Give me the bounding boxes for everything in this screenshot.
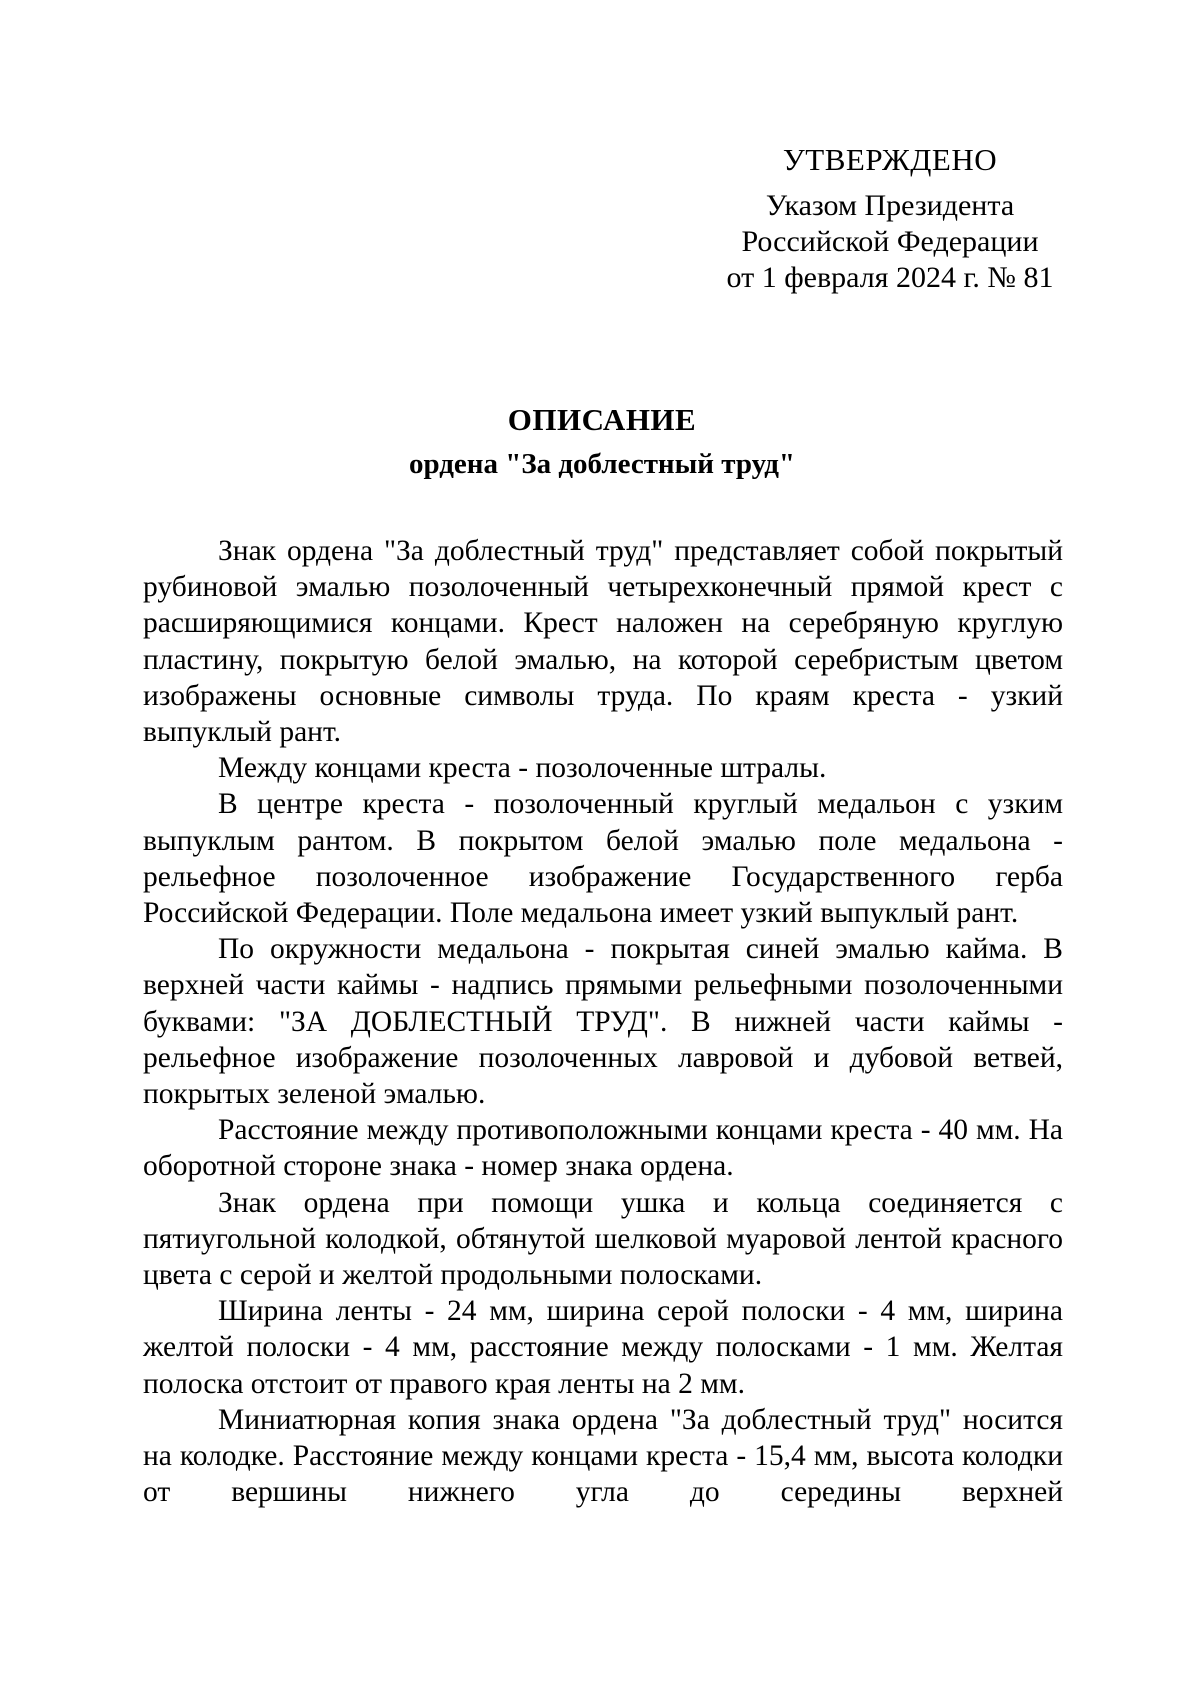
body-paragraph: Знак ордена при помощи ушка и кольца соединяется с пятиугольной колодкой, обтянутой шелковой муаровой лентой красного цвета с серой и желтой продольными полосками.	[143, 1186, 1063, 1292]
document-heading	[140, 400, 1064, 484]
body-paragraph: В центре креста - позолоченный круглый медальон с узким выпуклым рантом. В покрытом белой эмалью поле медальона - рельефное позолоченное изображение Государственного герба Российской Федерации. Поле медальона имеет узкий выпуклый рант.	[143, 788, 1063, 930]
approval-line: Указом Президента	[765, 189, 1015, 222]
document-subtitle: ордена "За доблестный труд"	[408, 448, 796, 480]
body-paragraph: Миниатюрная копия знака ордена "За доблестный труд" носится на колодке. Расстояние между концами креста - 15,4 мм, высота колодки от вершины нижнего угла до середины верхней	[143, 1403, 1063, 1509]
body-paragraph: По окружности медальона - покрытая синей эмалью кайма. В верхней части каймы - надпись прямыми рельефными позолоченными буквами: "ЗА ДОБЛЕСТНЫЙ ТРУД". В нижней части каймы - рельефное изображение позолоченных лавровой и дубовой ветвей, покрытых зеленой эмалью.	[143, 933, 1063, 1111]
approval-stamp: УТВЕРЖДЕНО	[782, 142, 998, 177]
body-paragraph: Знак ордена "За доблестный труд" представляет собой покрытый рубиновой эмалью позолоченный четырехконечный прямой крест с расширяющимися концами. Крест наложен на серебряную круглую пластину, покрытую белой эмалью, на которой серебристым цветом изображены основные символы труда. По краям креста - узкий выпуклый рант.	[143, 535, 1063, 749]
body-paragraph: Расстояние между противоположными концами креста - 40 мм. На оборотной стороне знака - номер знака ордена.	[143, 1114, 1063, 1183]
body-paragraph: Между концами креста - позолоченные штралы.	[218, 752, 827, 785]
approval-line: Российской Федерации	[741, 225, 1039, 258]
body-paragraph: Ширина ленты - 24 мм, ширина серой полоски - 4 мм, ширина желтой полоски - 4 мм, расстояние между полосками - 1 мм. Желтая полоска отстоит от правого края ленты на 2 мм.	[143, 1295, 1063, 1400]
document-title: ОПИСАНИЕ	[507, 402, 697, 437]
document-body	[143, 533, 1063, 1510]
approval-block	[700, 142, 1080, 296]
approval-line: от 1 февраля 2024 г. № 81	[726, 261, 1054, 294]
